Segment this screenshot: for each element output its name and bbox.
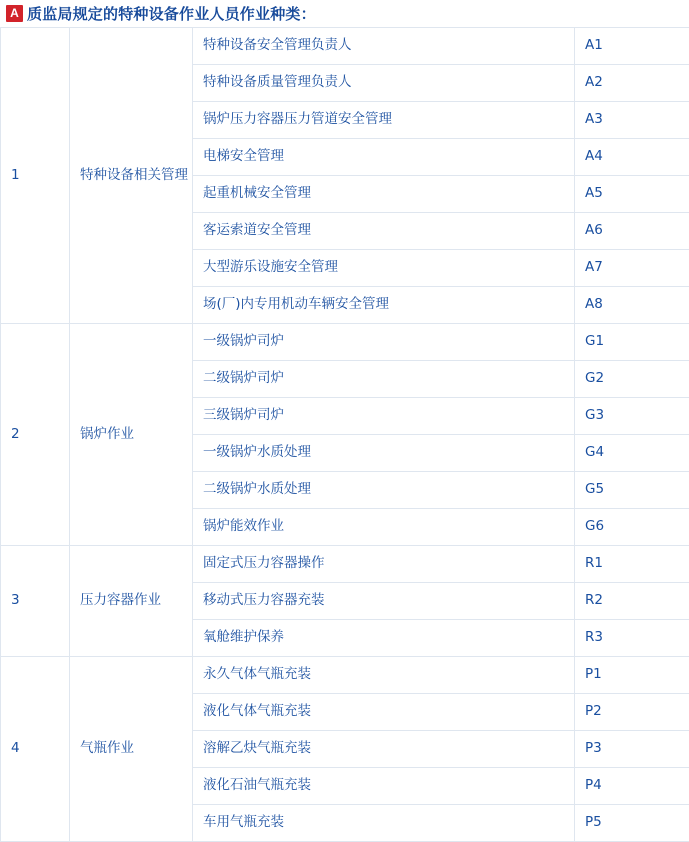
occupation-code-cell: A4 — [575, 139, 689, 176]
occupation-name-cell: 特种设备安全管理负责人 — [193, 28, 575, 65]
occupation-code-cell: P4 — [575, 768, 689, 805]
occupation-code-cell: A2 — [575, 65, 689, 102]
table-row — [1, 546, 689, 583]
occupation-code-cell: P3 — [575, 731, 689, 768]
occupation-code-cell: G3 — [575, 398, 689, 435]
occupation-name-cell: 锅炉压力容器压力管道安全管理 — [193, 102, 575, 139]
occupation-name-cell: 电梯安全管理 — [193, 139, 575, 176]
occupation-name-cell: 永久气体气瓶充装 — [193, 657, 575, 694]
occupation-code-cell: G2 — [575, 361, 689, 398]
occupation-name-cell: 客运索道安全管理 — [193, 213, 575, 250]
occupation-code-cell: A8 — [575, 287, 689, 324]
group-number-cell: 2 — [1, 324, 70, 546]
occupation-code-cell: A7 — [575, 250, 689, 287]
occupation-name-cell: 一级锅炉司炉 — [193, 324, 575, 361]
table-body — [1, 28, 689, 842]
occupation-name-cell: 液化石油气瓶充装 — [193, 768, 575, 805]
occupation-code-cell: A3 — [575, 102, 689, 139]
occupation-code-cell: A1 — [575, 28, 689, 65]
group-name-cell: 压力容器作业 — [70, 546, 193, 657]
group-number-cell: 3 — [1, 546, 70, 657]
occupation-code-cell: G4 — [575, 435, 689, 472]
occupation-code-cell: G5 — [575, 472, 689, 509]
group-name-cell: 特种设备相关管理 — [70, 28, 193, 324]
occupation-name-cell: 特种设备质量管理负责人 — [193, 65, 575, 102]
table-row — [1, 324, 689, 361]
occupation-name-cell: 氧舱维护保养 — [193, 620, 575, 657]
occupation-name-cell: 场(厂)内专用机动车辆安全管理 — [193, 287, 575, 324]
group-number-cell: 4 — [1, 657, 70, 842]
occupation-name-cell: 三级锅炉司炉 — [193, 398, 575, 435]
occupation-name-cell: 起重机械安全管理 — [193, 176, 575, 213]
occupation-name-cell: 液化气体气瓶充装 — [193, 694, 575, 731]
group-name-cell: 锅炉作业 — [70, 324, 193, 546]
page-title: 质监局规定的特种设备作业人员作业种类： — [27, 3, 316, 24]
page-header — [0, 0, 689, 26]
occupation-name-cell: 一级锅炉水质处理 — [193, 435, 575, 472]
table-row — [1, 657, 689, 694]
occupation-name-cell: 二级锅炉水质处理 — [193, 472, 575, 509]
occupation-code-cell: R1 — [575, 546, 689, 583]
occupation-name-cell: 车用气瓶充装 — [193, 805, 575, 842]
occupation-code-cell: G6 — [575, 509, 689, 546]
occupation-code-cell: A6 — [575, 213, 689, 250]
occupation-code-cell: A5 — [575, 176, 689, 213]
occupation-name-cell: 二级锅炉司炉 — [193, 361, 575, 398]
table-row — [1, 28, 689, 65]
group-name-cell: 气瓶作业 — [70, 657, 193, 842]
occupation-name-cell: 溶解乙炔气瓶充装 — [193, 731, 575, 768]
occupation-name-cell: 锅炉能效作业 — [193, 509, 575, 546]
occupation-code-cell: R2 — [575, 583, 689, 620]
occupation-category-table — [0, 27, 689, 842]
occupation-code-cell: P5 — [575, 805, 689, 842]
occupation-code-cell: P2 — [575, 694, 689, 731]
occupation-name-cell: 大型游乐设施安全管理 — [193, 250, 575, 287]
occupation-code-cell: P1 — [575, 657, 689, 694]
group-number-cell: 1 — [1, 28, 70, 324]
section-badge-icon: A — [6, 5, 23, 22]
occupation-name-cell: 移动式压力容器充装 — [193, 583, 575, 620]
occupation-name-cell: 固定式压力容器操作 — [193, 546, 575, 583]
occupation-code-cell: R3 — [575, 620, 689, 657]
occupation-code-cell: G1 — [575, 324, 689, 361]
